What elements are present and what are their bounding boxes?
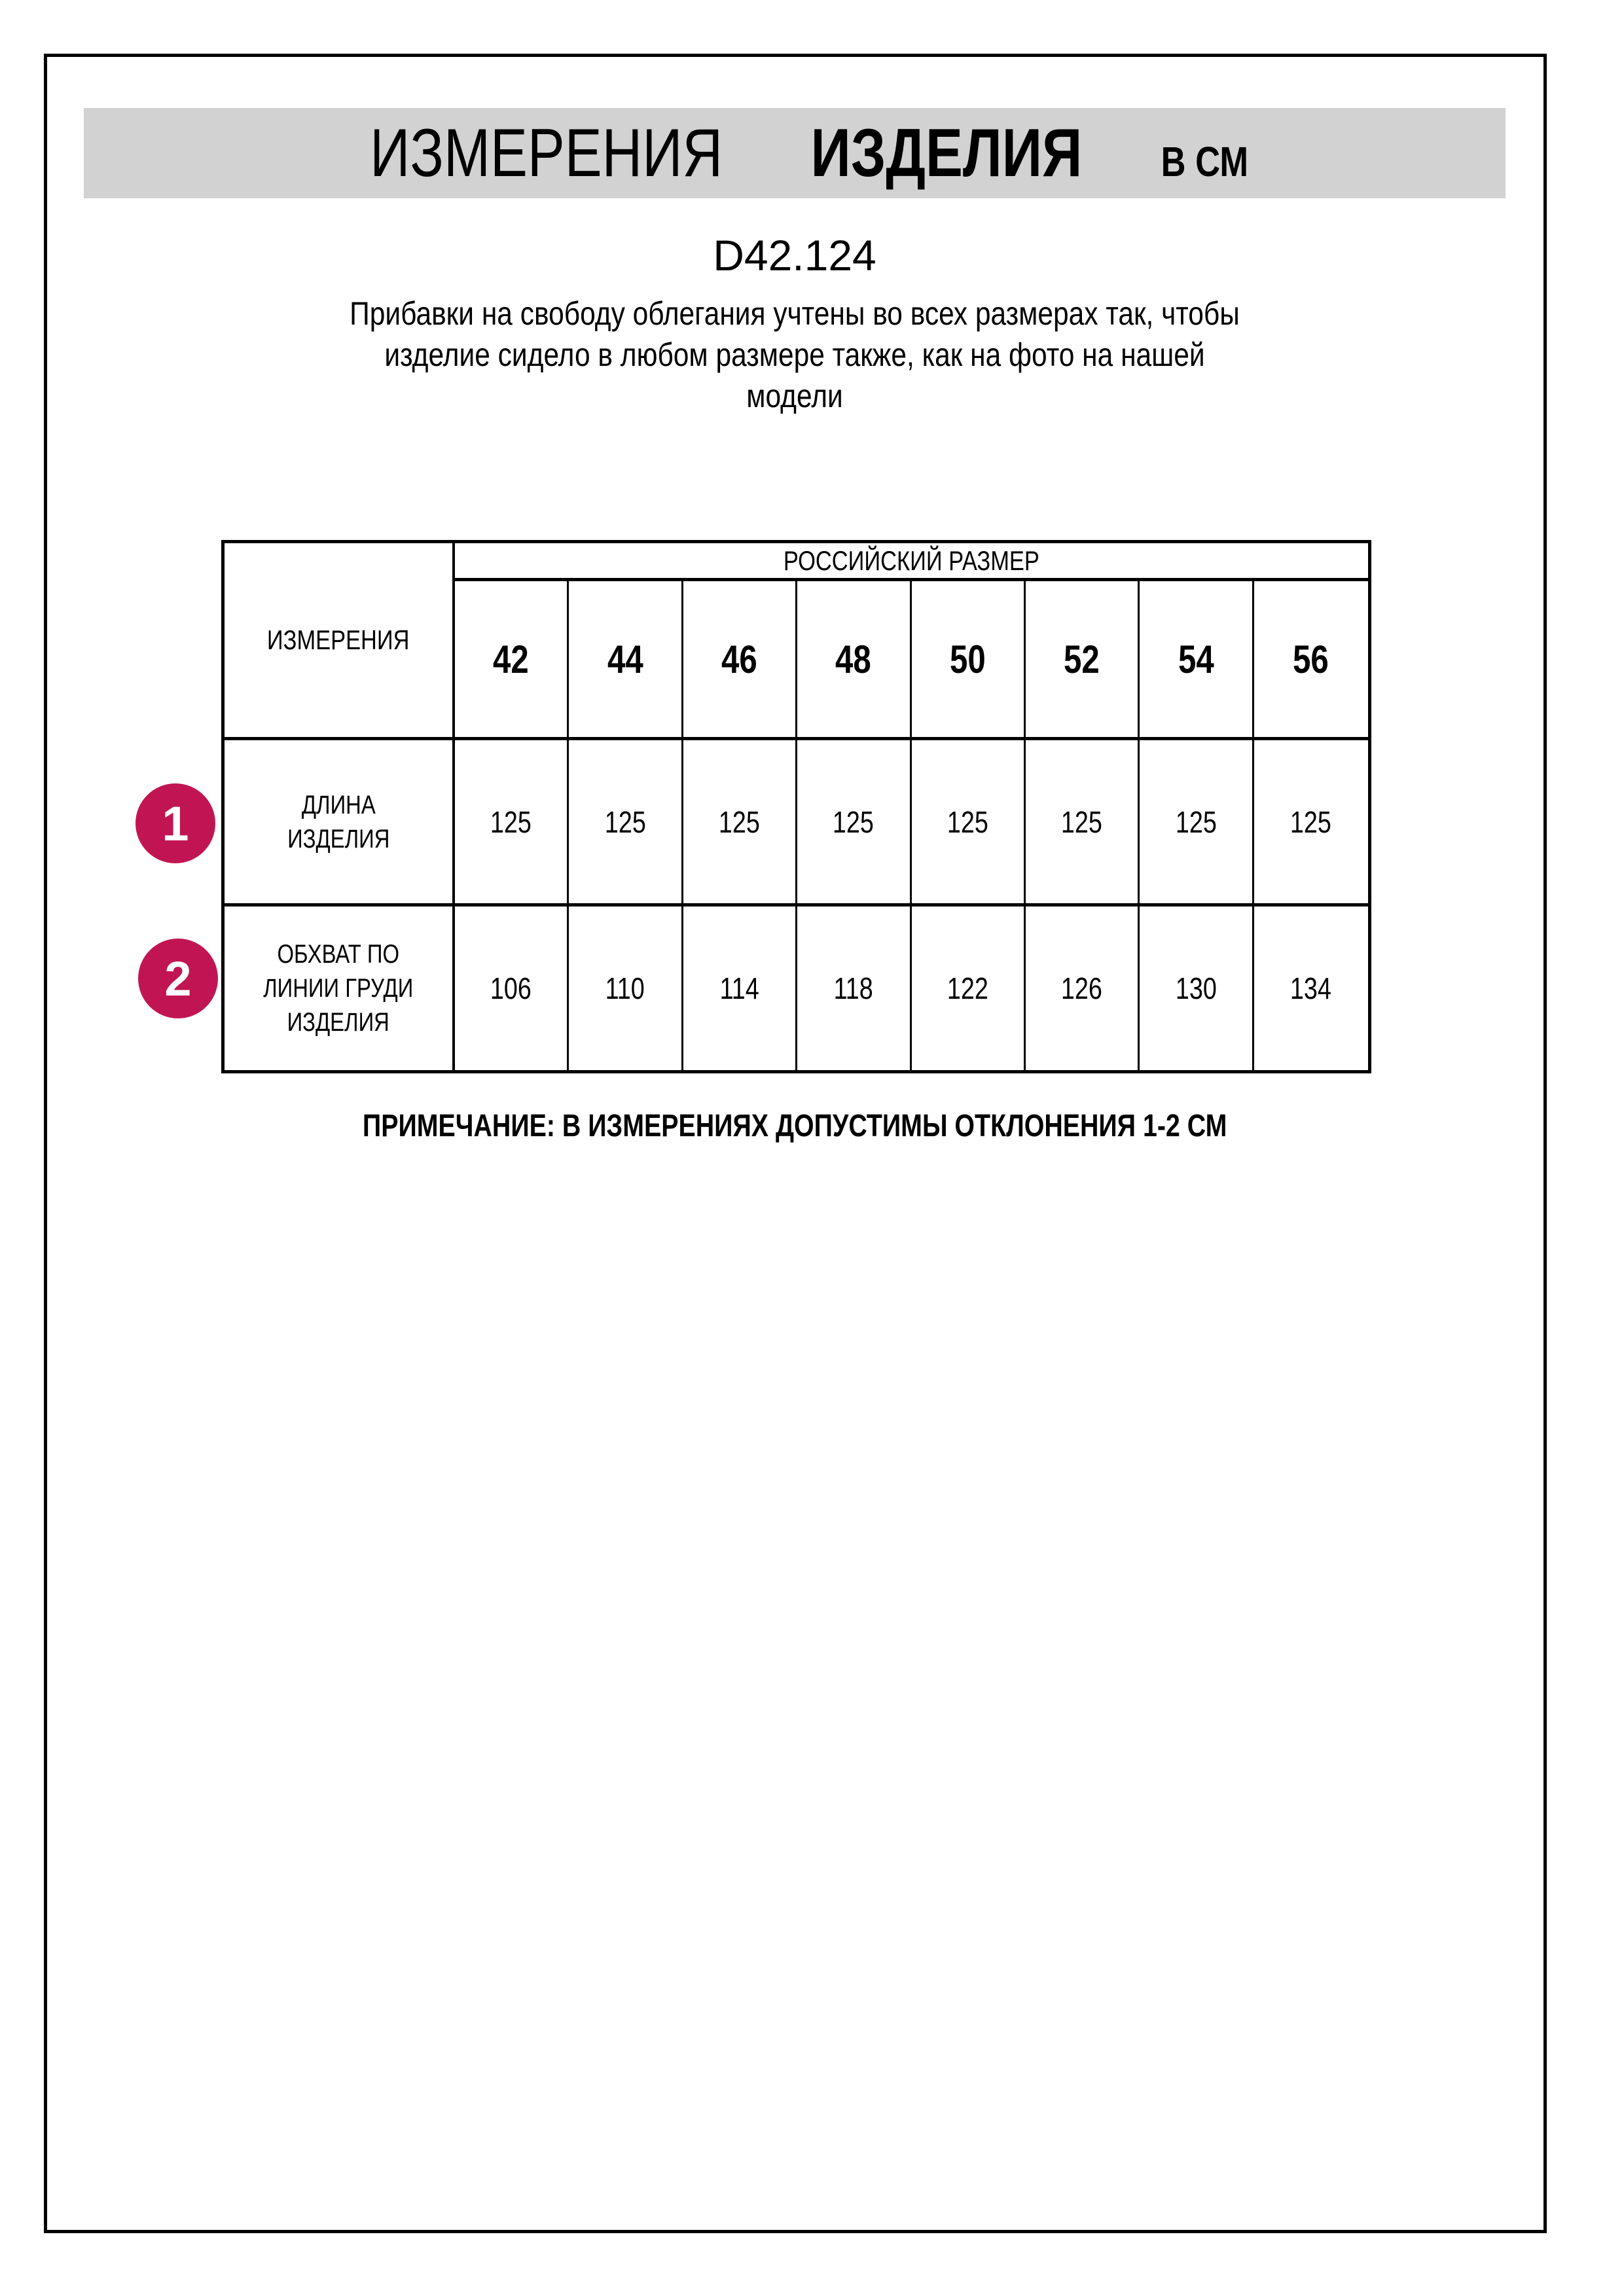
value-cell	[912, 740, 1026, 906]
intro-line: модели	[746, 378, 843, 414]
value-cell	[797, 906, 911, 1070]
value-text: 125	[1061, 804, 1103, 839]
value-cell	[1140, 740, 1254, 906]
size-label: 54	[1178, 637, 1214, 681]
value-cell	[683, 906, 797, 1070]
note-text	[84, 1108, 1506, 1144]
value-cell	[455, 740, 569, 906]
row-label-line: ИЗДЕЛИЯ	[287, 824, 390, 853]
value-cell	[1254, 906, 1368, 1070]
size-cell	[569, 581, 683, 740]
size-cell	[1140, 581, 1254, 740]
value-text: 126	[1061, 971, 1103, 1005]
size-cell	[1026, 581, 1140, 740]
size-label: 52	[1064, 637, 1100, 681]
row-label-cell	[225, 740, 455, 906]
size-label: 48	[835, 637, 872, 681]
value-text: 125	[490, 804, 532, 839]
intro-line: изделие сидело в любом размере также, как на фото на нашей	[384, 336, 1205, 373]
row-label-line: ДЛИНА	[301, 790, 376, 819]
size-cell	[1254, 581, 1368, 740]
intro-paragraph	[84, 293, 1506, 417]
value-text: 122	[947, 971, 988, 1005]
row-label	[263, 937, 413, 1039]
size-table	[221, 540, 1371, 1073]
value-text: 125	[718, 804, 760, 839]
intro-paragraph-inner	[190, 293, 1399, 417]
value-text: 114	[719, 971, 759, 1005]
value-text: 118	[833, 971, 873, 1005]
value-text: 125	[947, 804, 988, 839]
row-number-badge-2: 2	[138, 939, 218, 1018]
intro-line: Прибавки на свободу облегания учтены во всех размерах так, чтобы	[350, 295, 1240, 332]
row-label-line: ЛИНИИ ГРУДИ	[263, 974, 414, 1003]
size-cell	[683, 581, 797, 740]
value-text: 125	[604, 804, 646, 839]
size-header-label: РОССИЙСКИЙ РАЗМЕР	[784, 545, 1039, 576]
product-code: D42.124	[713, 231, 876, 279]
row-number-badge-1: 1	[135, 783, 215, 863]
value-cell	[1026, 906, 1140, 1070]
value-cell	[912, 906, 1026, 1070]
value-text: 125	[1290, 804, 1332, 839]
value-text: 110	[605, 971, 645, 1005]
size-label: 42	[493, 637, 530, 681]
measurements-header-cell	[225, 543, 455, 740]
value-cell	[797, 740, 911, 906]
size-cell	[797, 581, 911, 740]
value-cell	[1254, 740, 1368, 906]
value-text: 134	[1290, 971, 1332, 1005]
value-text: 125	[1175, 804, 1217, 839]
value-cell	[455, 906, 569, 1070]
title-units-text: В СМ	[1161, 138, 1249, 185]
note-text-inner: ПРИМЕЧАНИЕ: В ИЗМЕРЕНИЯХ ДОПУСТИМЫ ОТКЛОНЕНИЯ 1-2 СМ	[362, 1109, 1227, 1143]
row-label-line: ИЗДЕЛИЯ	[287, 1008, 390, 1037]
value-text: 130	[1175, 971, 1217, 1005]
value-cell	[569, 740, 683, 906]
title-bar	[84, 108, 1506, 198]
size-cell	[912, 581, 1026, 740]
row-label	[287, 788, 389, 856]
title-measurements-text: ИЗМЕРЕНИЯ	[370, 115, 723, 191]
row-label-line: ОБХВАТ ПО	[277, 940, 400, 969]
size-cell	[455, 581, 569, 740]
title-product	[781, 108, 1112, 198]
title-product-text: ИЗДЕЛИЯ	[810, 115, 1083, 191]
size-label: 50	[949, 637, 986, 681]
value-cell	[683, 740, 797, 906]
row-label-cell	[225, 906, 455, 1070]
value-text: 125	[833, 804, 875, 839]
value-cell	[569, 906, 683, 1070]
value-text: 106	[490, 971, 532, 1005]
value-cell	[1140, 906, 1254, 1070]
value-cell	[1026, 740, 1140, 906]
measurements-header-label: ИЗМЕРЕНИЯ	[267, 624, 410, 655]
size-header-cell	[455, 543, 1368, 581]
title-units	[1151, 117, 1258, 207]
size-label: 56	[1293, 637, 1329, 681]
size-label: 44	[607, 637, 643, 681]
title-measurements	[331, 108, 761, 198]
size-label: 46	[721, 637, 757, 681]
